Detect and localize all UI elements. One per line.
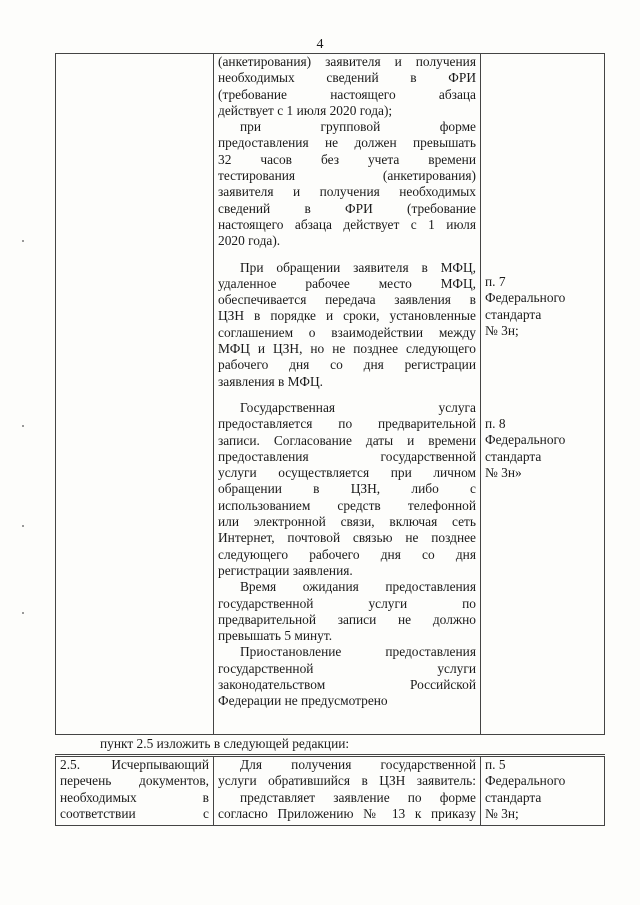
text-line: обеспечивается передача заявления в [218,292,476,308]
reference-p7 [485,274,600,339]
reference-line: стандарта [485,306,542,322]
text-line: услуги осуществляется при личном [218,465,476,481]
text-line: Приостановление предоставления [240,644,476,660]
text-line: предоставляется по предварительной [218,416,476,432]
text-line: 2.5. Исчерпывающий [60,757,209,772]
text-line: сведений в ФРИ (требование [218,200,476,216]
text-block-suspension [218,644,476,709]
table2-content-cell [214,756,481,826]
text-line: соответствии с [60,805,209,821]
text-line: использованием средств телефонной [218,497,476,513]
scan-speck [22,240,24,242]
reference-line: № 3н; [485,322,519,338]
text-line: представляет заявление по форме [240,789,476,805]
reference-line: п. 5 [485,757,506,772]
text-line: действует с 1 июля 2020 года); [218,102,393,118]
text-block-appointment [218,400,476,579]
text-line: тестирования (анкетирования) [218,168,476,184]
scan-speck [22,425,24,427]
reference-line: стандарта [485,448,542,464]
text-line: перечень документов, [60,773,209,789]
text-line: Интернет, почтовой связью не позднее [218,530,476,546]
reference-line: п. 8 [485,416,506,432]
text-block-waiting-time [218,579,476,644]
table1-reference-cell [481,54,605,735]
text-line: государственной услуги по [218,595,476,611]
table2-reference-cell [481,756,605,826]
text-line: Время ожидания предоставления [240,579,476,595]
text-line: рабочего дня со дня регистрации [218,357,476,373]
text-line: или электронной связи, включая сеть [218,514,476,530]
table1-content-cell [214,54,481,735]
text-line: услуги обратившийся в ЦЗН заявитель: [218,773,476,789]
text-line: регистрации заявления. [218,562,353,578]
text-line: 2020 года). [218,233,281,249]
text-line: государственной услуги [218,660,476,676]
amendment-instruction: пункт 2.5 изложить в следующей редакции: [100,736,350,751]
text-line: 32 часов без учета времени [218,151,476,167]
text-line: (требование настоящего абзаца [218,86,476,102]
text-line: согласно Приложению № 13 к приказу [218,805,476,821]
reference-line: № 3н» [485,465,522,481]
text-line: необходимых сведений в ФРИ [218,70,476,86]
reference-line: Федерального [485,290,566,306]
text-line: записи. Согласование даты и времени [218,432,476,448]
reference-line: п. 7 [485,274,506,289]
text-line: обращении в ЦЗН, либо с [218,481,476,497]
scan-speck [22,525,24,527]
table2-item-cell [56,756,214,826]
text-line: следующего рабочего дня со дня [218,546,476,562]
text-line: при групповой форме [240,119,476,135]
text-line: (анкетирования) заявителя и получения [218,54,476,69]
text-block-testing-time [218,54,476,250]
text-line: Федерации не предусмотрено [218,693,388,709]
reference-p8 [485,416,600,481]
text-line: законодательством Российской [218,676,476,692]
text-line: предварительной записи не должно [218,611,476,627]
standard-table-new-2-5 [55,754,605,826]
page-number: 4 [316,37,324,52]
text-line: При обращении заявителя в МФЦ, [240,259,476,275]
scan-speck [22,612,24,614]
text-line: ЦЗН в порядке и сроки, установленные [218,308,476,324]
text-line: заявителя и получения необходимых [218,184,476,200]
table1-empty-cell [56,54,214,735]
text-line: соглашением о взаимодействии между [218,324,476,340]
text-line: необходимых в [60,789,209,805]
text-line: заявления в МФЦ. [218,373,323,389]
text-line: МФЦ и ЦЗН, но не позднее следующего [218,341,476,357]
reference-line: стандарта [485,789,542,805]
text-line: предоставления государственной [218,448,476,464]
standard-table-continued [55,53,605,735]
reference-line: Федерального [485,773,566,789]
text-line: настоящего абзаца действует с 1 июля [218,216,476,232]
text-block-mfc-transfer [218,260,476,390]
text-line: Государственная услуга [240,399,476,415]
text-line: удаленное рабочее место МФЦ, [218,275,476,291]
text-line: превышать 5 минут. [218,628,333,644]
reference-line: Федерального [485,432,566,448]
text-line: Для получения государственной [240,757,476,772]
reference-line: № 3н; [485,805,519,821]
text-line: предоставления не должен превышать [218,135,476,151]
